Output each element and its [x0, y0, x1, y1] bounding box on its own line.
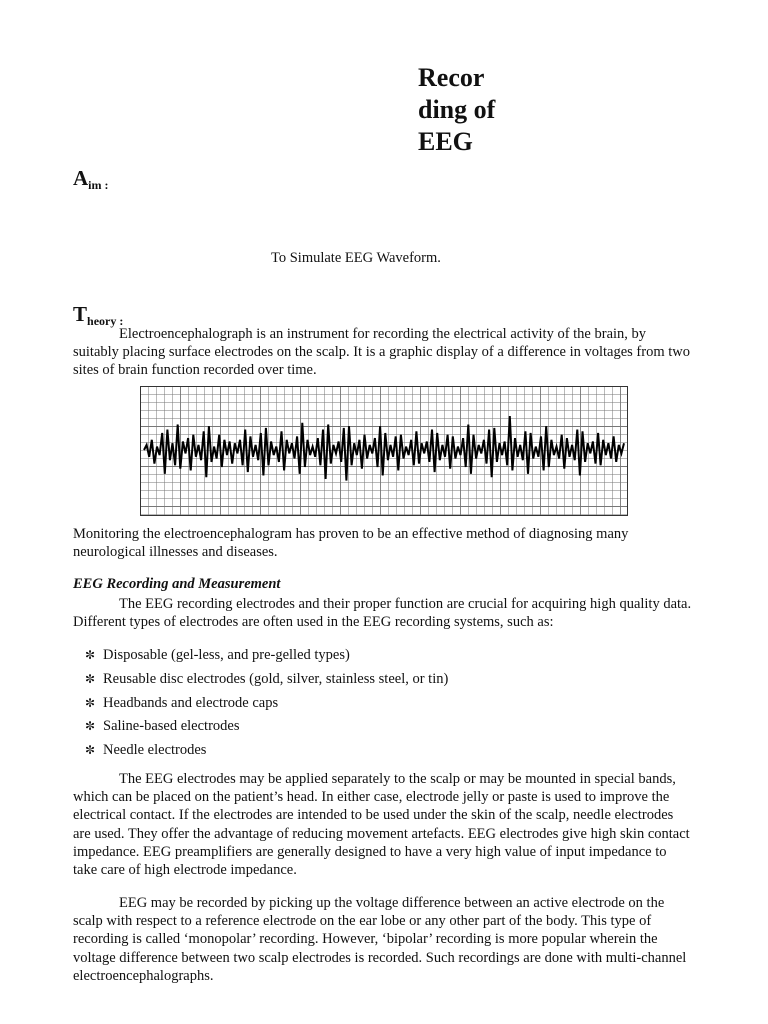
electrodes-paragraph-text: The EEG recording electrodes and their proper function are crucial for acquiring high quality data. Different types of electrodes are often used in the EEG recording systems, such as:: [73, 596, 692, 631]
electrodes-paragraph: [73, 595, 693, 631]
title-line: EEG: [418, 127, 473, 156]
eeg-trace: [144, 416, 624, 481]
asterisk-bullet-icon: ✼: [85, 695, 96, 710]
asterisk-bullet-icon: ✼: [85, 671, 96, 686]
list-item: ✼ Headbands and electrode caps: [85, 694, 279, 711]
recording-paragraph: [73, 894, 693, 985]
theory-heading-rest: heory :: [87, 314, 124, 328]
list-item: ✼ Needle electrodes: [85, 742, 207, 759]
title-line: ding of: [418, 95, 496, 124]
theory-paragraph-text: Electroencephalograph is an instrument for recording the electrical activity of the brain, by suitably placing surface electrodes on the scalp. It is a graphic display of a difference in voltages from two sites of brain function recorded over time.: [73, 326, 690, 379]
eeg-waveform-graph: [140, 386, 628, 516]
monitoring-paragraph: Monitoring the electroencephalogram has proven to be an effective method of diagnosing many neurological illnesses and diseases.: [73, 526, 629, 561]
asterisk-bullet-icon: ✼: [85, 743, 96, 758]
aim-text: To Simulate EEG Waveform.: [271, 250, 441, 266]
recording-paragraph-text: EEG may be recorded by picking up the voltage difference between an active electrode on the scalp with respect to a reference electrode on the ear lobe or any other part of the body. This type of recording is called ‘monopolar’ recording. However, ‘bipolar’ recording is more popular wherein the voltage difference between two scalp electrodes is recorded. Such recordings are done with multi-channel electroencephalographs.: [73, 895, 687, 984]
electrode-types-list: [85, 645, 448, 764]
aim-initial: A: [73, 166, 89, 190]
theory-paragraph: [73, 325, 693, 380]
section-title: EEG Recording and Measurement: [73, 576, 281, 592]
asterisk-bullet-icon: ✼: [85, 719, 96, 734]
list-item: ✼ Disposable (gel-less, and pre-gelled types): [85, 647, 350, 663]
aim-heading-rest: im :: [88, 178, 109, 192]
title-line: Recor: [418, 63, 485, 92]
page-title: [418, 62, 538, 158]
asterisk-bullet-icon: ✼: [85, 648, 96, 662]
theory-initial: T: [73, 302, 88, 326]
list-item: ✼ Saline-based electrodes: [85, 718, 240, 735]
electrode-application-paragraph: [73, 770, 693, 879]
theory-heading: [73, 302, 123, 327]
list-item: ✼ Reusable disc electrodes (gold, silver, stainless steel, or tin): [85, 670, 449, 687]
electrode-application-text: The EEG electrodes may be applied separately to the scalp or may be mounted in special bands, which can be placed on the patient’s head. In either case, electrode jelly or paste is used to improve the electrical contact. If the electrodes are intended to be used under the skin of the scalp, needle electrodes are used. They offer the advantage of reducing movement artefacts. EEG electrodes give high skin contact impedance. EEG preamplifiers are generally designed to have a very high value of input impedance to take care of high electrode impedance.: [73, 771, 690, 879]
aim-heading: [73, 166, 109, 191]
